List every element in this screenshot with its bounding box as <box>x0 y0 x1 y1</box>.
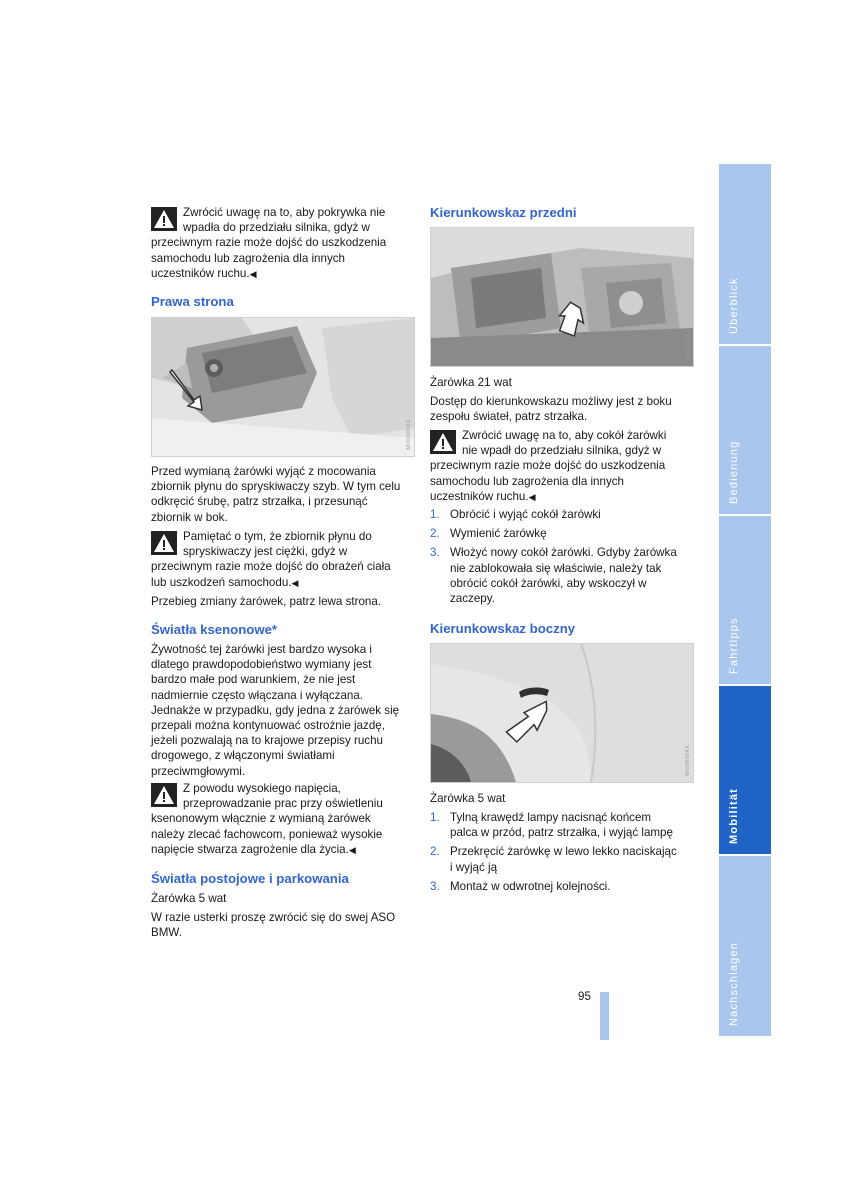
page-marker-bar <box>600 992 609 1040</box>
paragraph-see-left-side: Przebieg zmiany żarówek, patrz lewa strona. <box>151 595 382 608</box>
end-mark-icon: ◀ <box>291 577 299 588</box>
warning-triangle-icon <box>151 783 177 807</box>
figure-front-indicator <box>430 227 694 367</box>
heading-front-indicator: Kierunkowskaz przedni <box>430 205 577 220</box>
tab-uberblick[interactable] <box>719 164 771 344</box>
heading-parking-lights: Światła postojowe i parkowania <box>151 871 349 886</box>
heading-xenon: Światła ksenonowe* <box>151 622 278 637</box>
paragraph-access-indicator: Dostęp do kierunkowskazu możliwy jest z boku zespołu świateł, patrz strzałka. <box>430 395 672 424</box>
heading-side-indicator: Kierunkowskaz boczny <box>430 621 576 636</box>
figure-code: MI00600XX <box>685 329 691 360</box>
warning-triangle-icon <box>151 207 177 231</box>
tab-label: Mobilität <box>728 787 740 844</box>
tab-nachschlagen[interactable] <box>719 856 771 1036</box>
tab-label: Nachschlagen <box>728 941 740 1026</box>
paragraph-remove-reservoir: Przed wymianą żarówki wyjąć z mocowania zbiornik płynu do spryskiwaczy szyb. W tym celu odkręcić śrubę, patrz strzałka, i przesunąć zbiornik w bok. <box>151 465 401 524</box>
list-item: 3. Montaż w odwrotnej kolejności. <box>430 879 611 893</box>
list-item: 1. Tylną krawędź lampy nacisnąć końcem palca w przód, patrz strzałka, i wyjąć lampę <box>430 811 673 840</box>
paragraph-contact-aso: W razie usterki proszę zwrócić się do swej ASO BMW. <box>151 911 396 940</box>
figure-code: MI00600XX <box>685 745 691 776</box>
end-mark-icon: ◀ <box>348 844 356 855</box>
heading-right-side: Prawa strona <box>151 294 234 309</box>
end-mark-icon: ◀ <box>249 268 257 279</box>
tab-label: Bedienung <box>728 440 740 504</box>
tab-fahrtipps[interactable] <box>719 516 771 684</box>
figure-side-indicator <box>430 643 694 783</box>
list-item: 2. Przekręcić żarówkę w lewo lekko naciskając i wyjąć ją <box>430 845 677 874</box>
warning-text: Pamiętać o tym, że zbiornik płynu do spryskiwaczy jest ciężki, gdyż w przeciwnym razie może dojść do obrażeń ciała lub uszkodzeń samochodu.◀ <box>151 530 391 589</box>
list-item: 2. Wymienić żarówkę <box>430 527 547 541</box>
warning-triangle-icon <box>430 430 456 454</box>
end-mark-icon: ◀ <box>528 491 536 502</box>
bulb-parking: Żarówka 5 wat <box>151 892 227 905</box>
tab-mobilitat[interactable] <box>719 686 771 854</box>
figure-right-side-reservoir <box>151 317 415 457</box>
page-number: 95 <box>578 990 591 1003</box>
bulb-side-indicator: Żarówka 5 wat <box>430 792 506 805</box>
warning-text: Zwrócić uwagę na to, aby pokrywka nie wpadła do przedziału silnika, gdyż w przeciwnym razie może dojść do uszkodzenia samochodu lub zagrożenia dla innych uczestników ruchu.◀ <box>151 206 387 280</box>
steps-front-indicator <box>430 507 692 606</box>
steps-side-indicator <box>430 810 692 894</box>
warning-text: Z powodu wysokiego napięcia, przeprowadzanie prac przy oświetleniu ksenonowym włącznie z wymianą żarówek należy zlecać fachowcom, ponieważ wysokie napięcie stwarza zagrożenie dla życia.◀ <box>151 782 383 856</box>
list-item: 1. Obrócić i wyjąć cokół żarówki <box>430 508 601 521</box>
warning-high-voltage <box>151 781 413 858</box>
paragraph-xenon: Żywotność tej żarówki jest bardzo wysoka i dlatego prawdopodobieństwo wymiany jest bardzo małe pod warunkiem, że nie jest nadmiernie często włączana i wyłączana. Jednakże w przypadku, gdy jedna z żarówek się przepali można kontynuować ostrożnie jazdę, jeżeli pozwalają na to krajowe przepisy ruchu drogowego, z włączonymi światłami przeciwmgłowymi. <box>151 643 400 778</box>
tab-label: Überblick <box>728 277 740 334</box>
tab-bedienung[interactable] <box>719 346 771 514</box>
warning-heavy-reservoir <box>151 529 413 591</box>
figure-code: MI00600XX <box>406 419 412 450</box>
list-item: 3. Włożyć nowy cokół żarówki. Gdyby żarówka nie zablokowała się właściwie, należy tak obrócić cokół żarówki, aby wskoczył w zaczepy. <box>430 546 677 606</box>
warning-cover <box>151 205 413 282</box>
tab-label: Fahrtipps <box>728 617 740 674</box>
warning-socket <box>430 428 692 505</box>
warning-triangle-icon <box>151 531 177 555</box>
bulb-front-indicator: Żarówka 21 wat <box>430 376 512 389</box>
warning-text: Zwrócić uwagę na to, aby cokół żarówki nie wpadł do przedziału silnika, gdyż w przeciwnym razie może dojść do uszkodzenia samochodu lub zagrożenia dla innych uczestników ruchu.◀ <box>430 429 667 503</box>
